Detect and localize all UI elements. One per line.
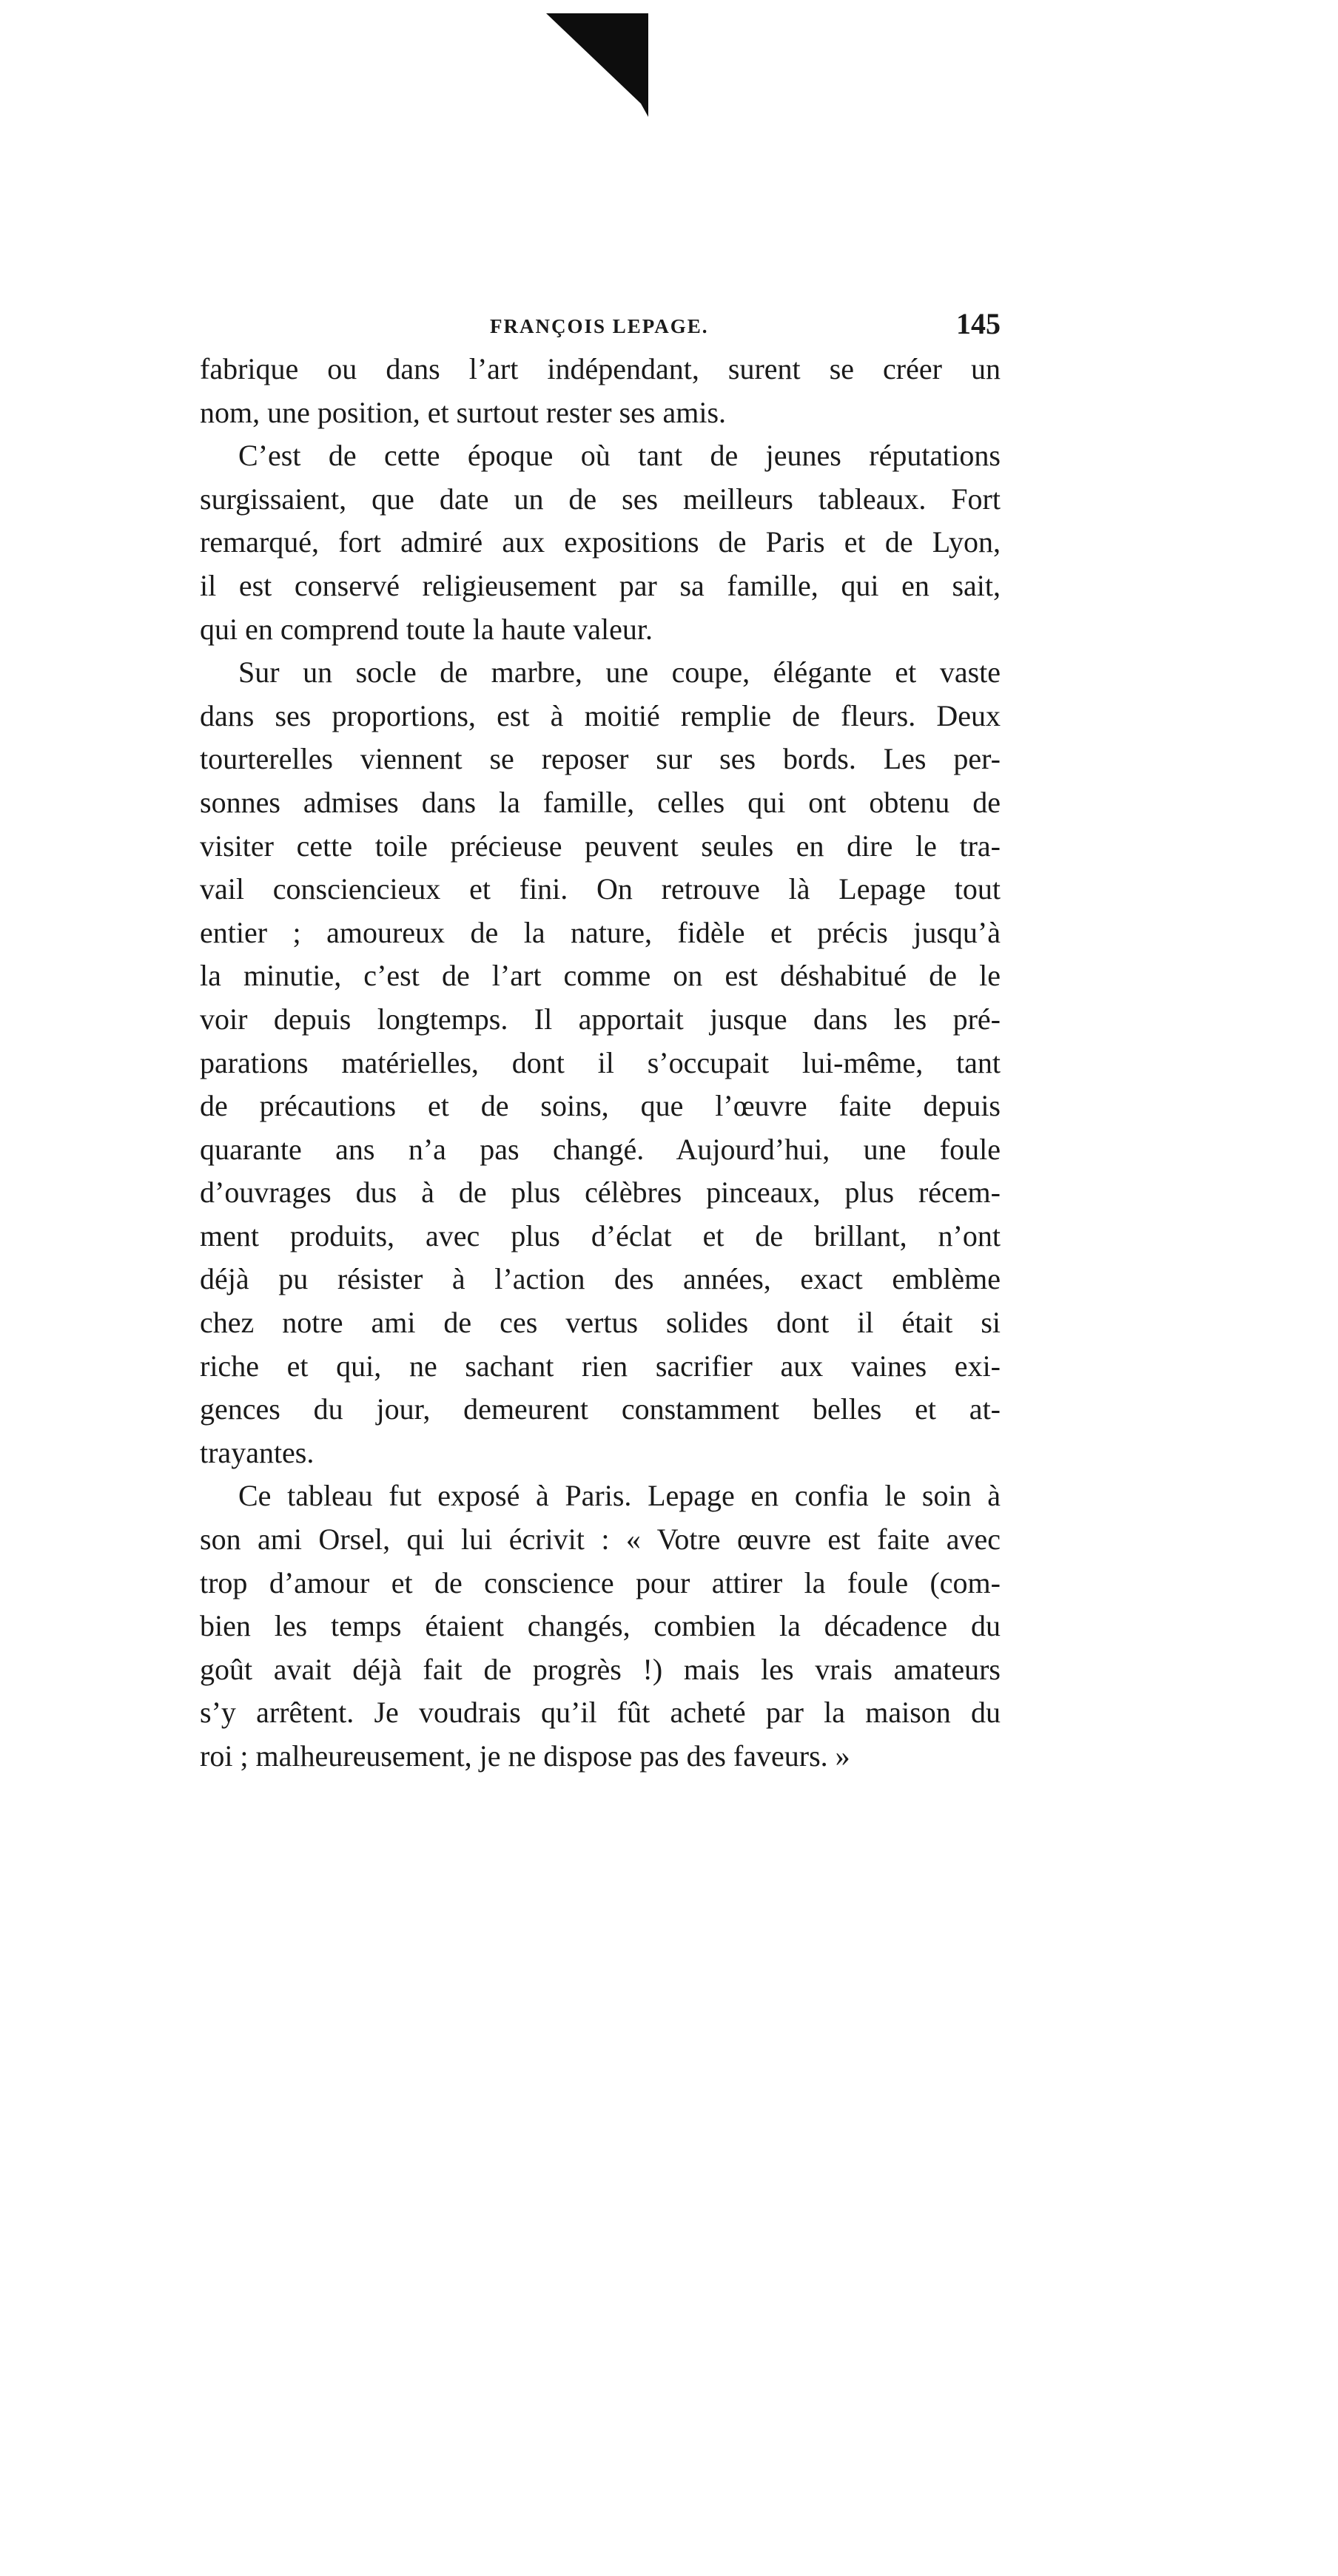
text-line: goût avait déjà fait de progrès !) mais les vrais amateurs <box>200 1652 1001 1686</box>
running-title: FRANÇOIS LEPAGE. <box>490 315 709 337</box>
text-line: s’y arrêtent. Je voudrais qu’il fût acheté par la maison du <box>200 1696 1001 1730</box>
text-line: d’ouvrages dus à de plus célèbres pinceaux, plus récem- <box>200 1176 1001 1210</box>
text-line: sonnes admises dans la famille, celles qui ont obtenu de <box>200 785 1001 819</box>
running-head <box>200 306 1001 351</box>
text-line: il est conservé religieusement par sa famille, qui en sait, <box>200 568 1001 602</box>
text-line: nom, une position, et surtout rester ses amis. <box>200 395 727 429</box>
text-line: déjà pu résister à l’action des années, exact emblème <box>200 1262 1001 1296</box>
text-line: Sur un socle de marbre, une coupe, élégante et vaste <box>238 655 1001 689</box>
text-line: bien les temps étaient changés, combien la décadence du <box>200 1609 1001 1643</box>
text-line: visiter cette toile précieuse peuvent seules en dire le tra- <box>200 829 1001 863</box>
text-line: vail consciencieux et fini. On retrouve là Lepage tout <box>200 872 1001 906</box>
page-number: 145 <box>956 307 1001 340</box>
page-corner-mark <box>546 13 657 124</box>
text-line: C’est de cette époque où tant de jeunes réputations <box>238 439 1001 473</box>
text-line: riche et qui, ne sachant rien sacrifier aux vaines exi- <box>200 1349 1001 1383</box>
text-line: parations matérielles, dont il s’occupait lui-même, tant <box>200 1045 1001 1079</box>
text-line: ment produits, avec plus d’éclat et de brillant, n’ont <box>200 1218 1001 1252</box>
text-line: remarqué, fort admiré aux expositions de Paris et de Lyon, <box>200 525 1001 559</box>
text-line: quarante ans n’a pas changé. Aujourd’hui, une foule <box>200 1132 1001 1166</box>
text-line: Ce tableau fut exposé à Paris. Lepage en confia le soin à <box>238 1479 1001 1513</box>
text-line: son ami Orsel, qui lui écrivit : « Votre œuvre est faite avec <box>200 1523 1001 1557</box>
text-line: voir depuis longtemps. Il apportait jusque dans les pré- <box>200 1002 1001 1036</box>
text-line: trop d’amour et de conscience pour attirer la foule (com- <box>200 1565 1001 1599</box>
text-line: tourterelles viennent se reposer sur ses bords. Les per- <box>200 742 1001 776</box>
text-line: de précautions et de soins, que l’œuvre faite depuis <box>200 1089 1001 1123</box>
body-text <box>200 348 1001 1778</box>
text-line: la minutie, c’est de l’art comme on est déshabitué de le <box>200 959 1001 993</box>
text-line: entier ; amoureux de la nature, fidèle et précis jusqu’à <box>200 915 1001 949</box>
text-line: qui en comprend toute la haute valeur. <box>200 612 653 646</box>
text-line: chez notre ami de ces vertus solides dont il était si <box>200 1306 1001 1340</box>
text-line: surgissaient, que date un de ses meilleurs tableaux. Fort <box>200 482 1001 516</box>
text-line: roi ; malheureusement, je ne dispose pas des faveurs. » <box>200 1739 850 1773</box>
text-line: trayantes. <box>200 1435 315 1469</box>
text-line: fabrique ou dans l’art indépendant, surent se créer un <box>200 352 1001 385</box>
text-line: gences du jour, demeurent constamment belles et at- <box>200 1392 1001 1426</box>
text-line: dans ses proportions, est à moitié remplie de fleurs. Deux <box>200 698 1001 732</box>
